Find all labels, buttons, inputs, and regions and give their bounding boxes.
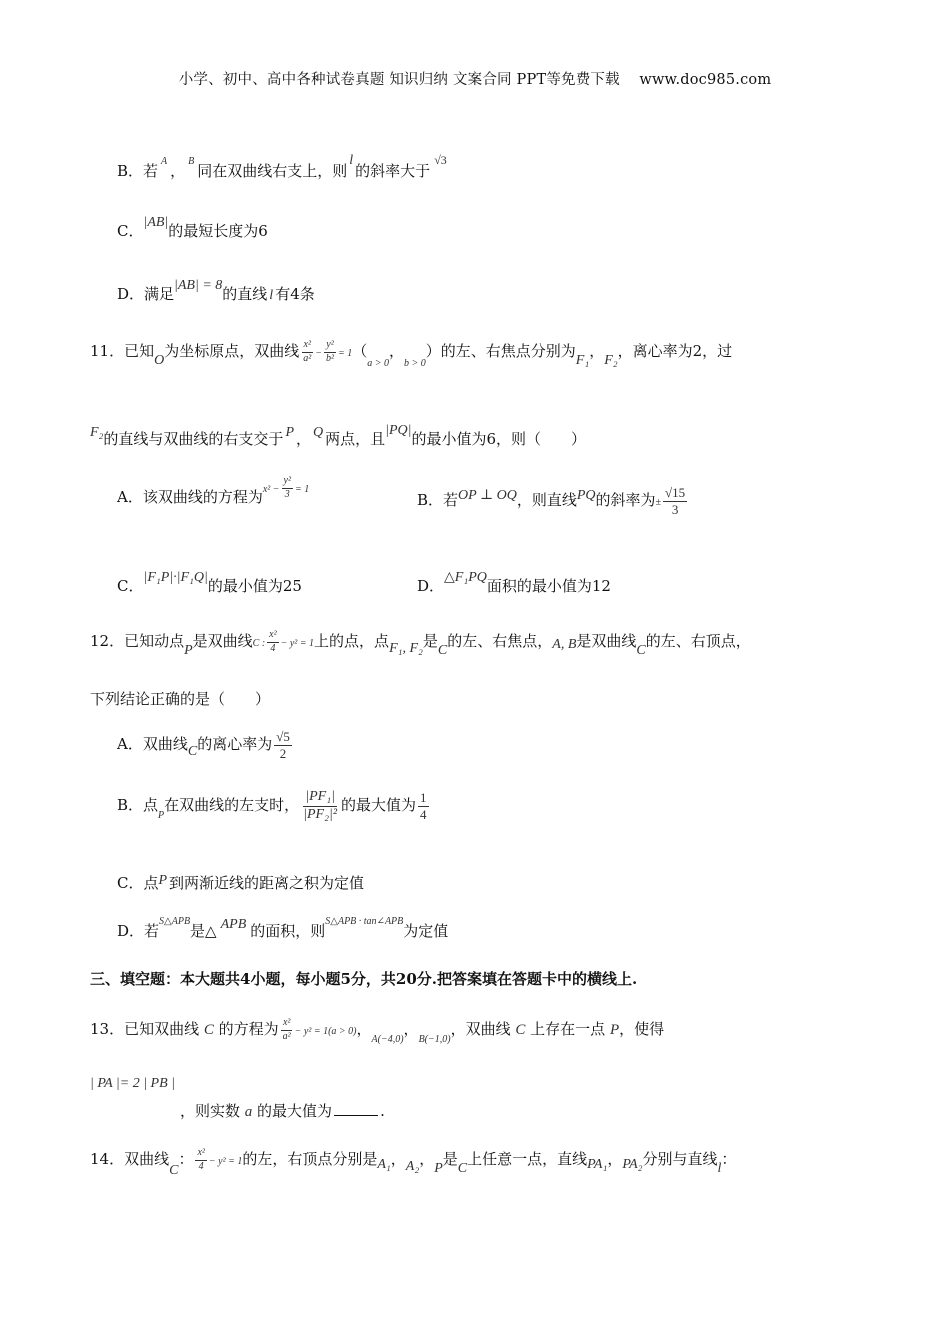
math-sqrt3: √3 — [434, 153, 447, 167]
q12-option-d: D．若$^{S\triangle APB}$是△ APB 的面积，则$^{S\triangle APB \cdot tan\angle APB}$为定值 — [117, 916, 449, 940]
q12-option-c: C．点P 到两渐近线的距离之积为定值 — [117, 873, 365, 892]
math-l: l — [269, 288, 274, 303]
q11-option-c: C．|F₁P|·|F₁Q|的最小值为25 — [117, 570, 302, 595]
q12-option-a: A．双曲线C的离心率为 $\frac{√5}{2}$ — [117, 729, 290, 761]
q14-stem-line1: 14．双曲线C： $\frac{\text{x²}}{4}$ − y² = 1的左，右顶点分别是A₁，A₂，P是C上任意一点，直线PA₁，PA₂分别与直线l： — [90, 1147, 737, 1178]
frac-sqrt15-3: $\frac{√15}{3}$ — [665, 485, 686, 517]
math-l: l — [349, 153, 354, 168]
frac-x2-4: $\frac{\text{x²}}{4}$ — [269, 629, 277, 654]
math-B: B — [188, 156, 195, 167]
frac-y2-3: $\frac{\text{y²}}{3}$ — [283, 475, 291, 500]
math-ab-eq-8: |AB| = 8 — [174, 278, 223, 293]
q11-option-d: D．△F₁PQ面积的最小值为12 — [417, 570, 611, 595]
q10-option-d: D．满足|AB| = 8的直线 l 有4条 — [117, 278, 315, 303]
frac-x2-a2: $\frac{\text{x²}}{\text{a²}}$ — [303, 339, 312, 364]
q11-stem-line1: 11．已知O为坐标原点，双曲线 $\frac{\text{x²}}{\text{a²}}$ − $\frac{\text{y²}}{\text{b²}}$ = $1(_{a > 0}$，$_{b > 0}$）的左、右焦点分别为F₁，F₂，离心率为2，过 — [90, 339, 733, 369]
math-A: A — [161, 156, 168, 167]
math-pa-2pb: | PA |= 2 | PB | — [90, 1076, 175, 1091]
math-abs-ab: |AB| — [143, 215, 169, 230]
q11-option-a: A．该双曲线的方程为$^{x^2 -}$ $\frac{\text{y²}}{3}$ $^{= 1}$ — [117, 475, 310, 506]
q11-stem-line2: F₂的直线与双曲线的右支交于 P ， Q 两点，且|PQ|的最小值为6，则（ ） — [90, 423, 587, 448]
math-O: O — [154, 353, 165, 368]
q11-option-b: B．若OP ⊥ OQ，则直线PQ的斜率为± $\frac{√15}{3}$ — [417, 485, 686, 517]
answer-blank — [334, 1115, 378, 1116]
q10-option-c: C．|AB|的最短长度为6 — [117, 215, 268, 240]
q13-stem-line1: 13．已知双曲线 C 的方程为 $\frac{\text{x²}}{\text{a²}}$ − y² = 1(a > 0)，$_{A(-4,0)}$，$_{B(-1,0)}$，双曲线 C 上存在一点 P，使得 — [90, 1017, 665, 1045]
q12-option-b: B．点$_P$在双曲线的左支时， $\frac{\text{|PF₁|}}{\text{|PF₂|²}}$ 的最大值为 $\frac{1}{4}$ — [117, 789, 427, 822]
q10-option-b: B．若$^A$，$^B$同在双曲线右支上，则l的斜率大于$^{√3}$ — [117, 153, 447, 180]
frac-pf1-pf2: $\frac{\text{|PF₁|}}{\text{|PF₂|²}}$ — [303, 789, 338, 822]
frac-sqrt5-2: $\frac{√5}{2}$ — [276, 729, 290, 761]
q12-stem-line1: 12．已知动点P是双曲线C : $\frac{\text{x²}}{4}$ − y² = 1上的点，点F₁, F₂是C的左、右焦点，A, B是双曲线C的左、右顶点， — [90, 629, 751, 658]
frac-1-4: $\frac{1}{4}$ — [420, 790, 427, 822]
page-header: 小学、初中、高中各种试卷真题 知识归纳 文案合同 PPT等免费下载 www.doc985.com — [178, 72, 772, 88]
q12-stem-line2: 下列结论正确的是（ ） — [90, 690, 271, 708]
frac-y2-b2: $\frac{\text{y²}}{\text{b²}}$ — [325, 339, 334, 364]
section-3-heading: 三、填空题：本大题共4小题，每小题5分，共20分.把答案填在答题卡中的横线上. — [90, 970, 638, 988]
frac-x2-a2: $\frac{\text{x²}}{\text{a²}}$ — [282, 1017, 291, 1042]
frac-x2-4: $\frac{\text{x²}}{4}$ — [197, 1147, 205, 1172]
q13-stem-line2: | PA |= 2 | PB | ，则实数 a 的最大值为 . — [90, 1076, 385, 1120]
